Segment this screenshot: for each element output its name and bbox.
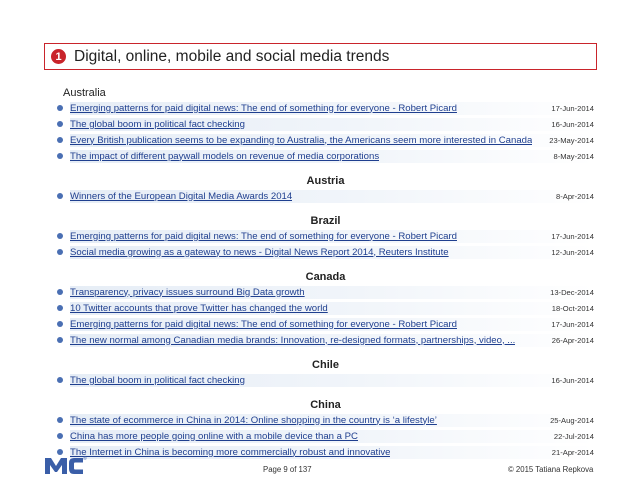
- list-item[interactable]: [57, 300, 594, 316]
- section-title: Digital, online, mobile and social media trends: [74, 47, 390, 65]
- article-date: 8-Apr-2014: [556, 191, 594, 201]
- list-item[interactable]: [57, 116, 594, 132]
- article-link[interactable]: Emerging patterns for paid digital news: The end of something for everyone - Robert Picard: [70, 102, 457, 114]
- article-link[interactable]: 10 Twitter accounts that prove Twitter has changed the world: [70, 302, 328, 314]
- article-date: 12-Jun-2014: [551, 247, 594, 257]
- article-link[interactable]: China has more people going online with a mobile device than a PC: [70, 430, 358, 442]
- article-link[interactable]: Social media growing as a gateway to news - Digital News Report 2014, Reuters Institute: [70, 246, 449, 258]
- article-date: 17-Jun-2014: [551, 231, 594, 241]
- list-item[interactable]: [57, 332, 594, 348]
- bullet-icon: [57, 377, 63, 383]
- article-link[interactable]: Emerging patterns for paid digital news: The end of something for everyone - Robert Picard: [70, 230, 457, 242]
- article-link[interactable]: The impact of different paywall models on revenue of media corporations: [70, 150, 380, 162]
- list-item[interactable]: [57, 188, 594, 204]
- country-heading: Australia: [63, 87, 106, 99]
- registered-mark: ®: [83, 456, 87, 462]
- article-link[interactable]: The global boom in political fact checking: [70, 374, 245, 386]
- list-item[interactable]: [57, 244, 594, 260]
- list-item[interactable]: [57, 316, 594, 332]
- country-heading: Chile: [312, 359, 339, 371]
- article-date: 16-Jun-2014: [551, 119, 594, 129]
- list-item[interactable]: [57, 372, 594, 388]
- bullet-icon: [57, 417, 63, 423]
- bullet-icon: [57, 153, 63, 159]
- article-link[interactable]: The state of ecommerce in China in 2014: Online shopping in the country is ‘a lifestyle’: [70, 414, 437, 426]
- bullet-icon: [57, 193, 63, 199]
- bullet-icon: [57, 105, 63, 111]
- page-number: Page 9 of 137: [263, 465, 312, 474]
- list-item[interactable]: [57, 148, 594, 164]
- article-date: 17-Jun-2014: [551, 319, 594, 329]
- article-link[interactable]: The new normal among Canadian media brands: Innovation, re-designed formats, partnerships, video, ...: [70, 334, 516, 346]
- bullet-icon: [57, 137, 63, 143]
- bullet-icon: [57, 321, 63, 327]
- bullet-icon: [57, 433, 63, 439]
- bullet-icon: [57, 289, 63, 295]
- news-list: [57, 86, 594, 460]
- list-item[interactable]: [57, 132, 594, 148]
- article-date: 16-Jun-2014: [551, 375, 594, 385]
- bullet-icon: [57, 121, 63, 127]
- article-link[interactable]: The global boom in political fact checking: [70, 118, 245, 130]
- list-item[interactable]: [57, 284, 594, 300]
- article-date: 22-Jul-2014: [553, 431, 594, 441]
- country-heading: Austria: [306, 175, 345, 187]
- list-item[interactable]: [57, 444, 594, 460]
- list-item[interactable]: [57, 428, 594, 444]
- mc-logo: [43, 454, 87, 481]
- list-item[interactable]: [57, 100, 594, 116]
- bullet-icon: [57, 249, 63, 255]
- article-link[interactable]: Transparency, privacy issues surround Big Data growth: [70, 286, 305, 298]
- article-date: 25-Aug-2014: [550, 415, 594, 425]
- article-link[interactable]: Emerging patterns for paid digital news: The end of something for everyone - Robert Picard: [70, 318, 457, 330]
- article-date: 17-Jun-2014: [551, 103, 594, 113]
- article-date: 18-Oct-2014: [551, 303, 594, 313]
- bullet-icon: [57, 305, 63, 311]
- bullet-icon: [57, 337, 63, 343]
- copyright-text: © 2015 Tatiana Repkova: [508, 465, 594, 474]
- country-heading: Canada: [305, 271, 346, 283]
- article-date: 8-May-2014: [553, 151, 594, 161]
- list-item[interactable]: [57, 412, 594, 428]
- section-header: [44, 43, 597, 70]
- article-date: 21-Apr-2014: [551, 447, 594, 457]
- bullet-icon: [57, 233, 63, 239]
- article-link[interactable]: Every British publication seems to be expanding to Australia, the Americans seem more interested in Canada: [70, 134, 533, 146]
- country-heading: Brazil: [310, 215, 341, 227]
- article-link[interactable]: Winners of the European Digital Media Awards 2014: [70, 190, 293, 202]
- article-date: 26-Apr-2014: [551, 335, 594, 345]
- article-date: 23-May-2014: [549, 135, 594, 145]
- country-heading: China: [310, 399, 341, 411]
- list-item[interactable]: [57, 228, 594, 244]
- article-link[interactable]: The Internet in China is becoming more commercially robust and innovative: [70, 446, 391, 458]
- article-date: 13-Dec-2014: [550, 287, 594, 297]
- mc-logo-icon: [43, 454, 87, 476]
- section-number-badge: 1: [51, 49, 66, 64]
